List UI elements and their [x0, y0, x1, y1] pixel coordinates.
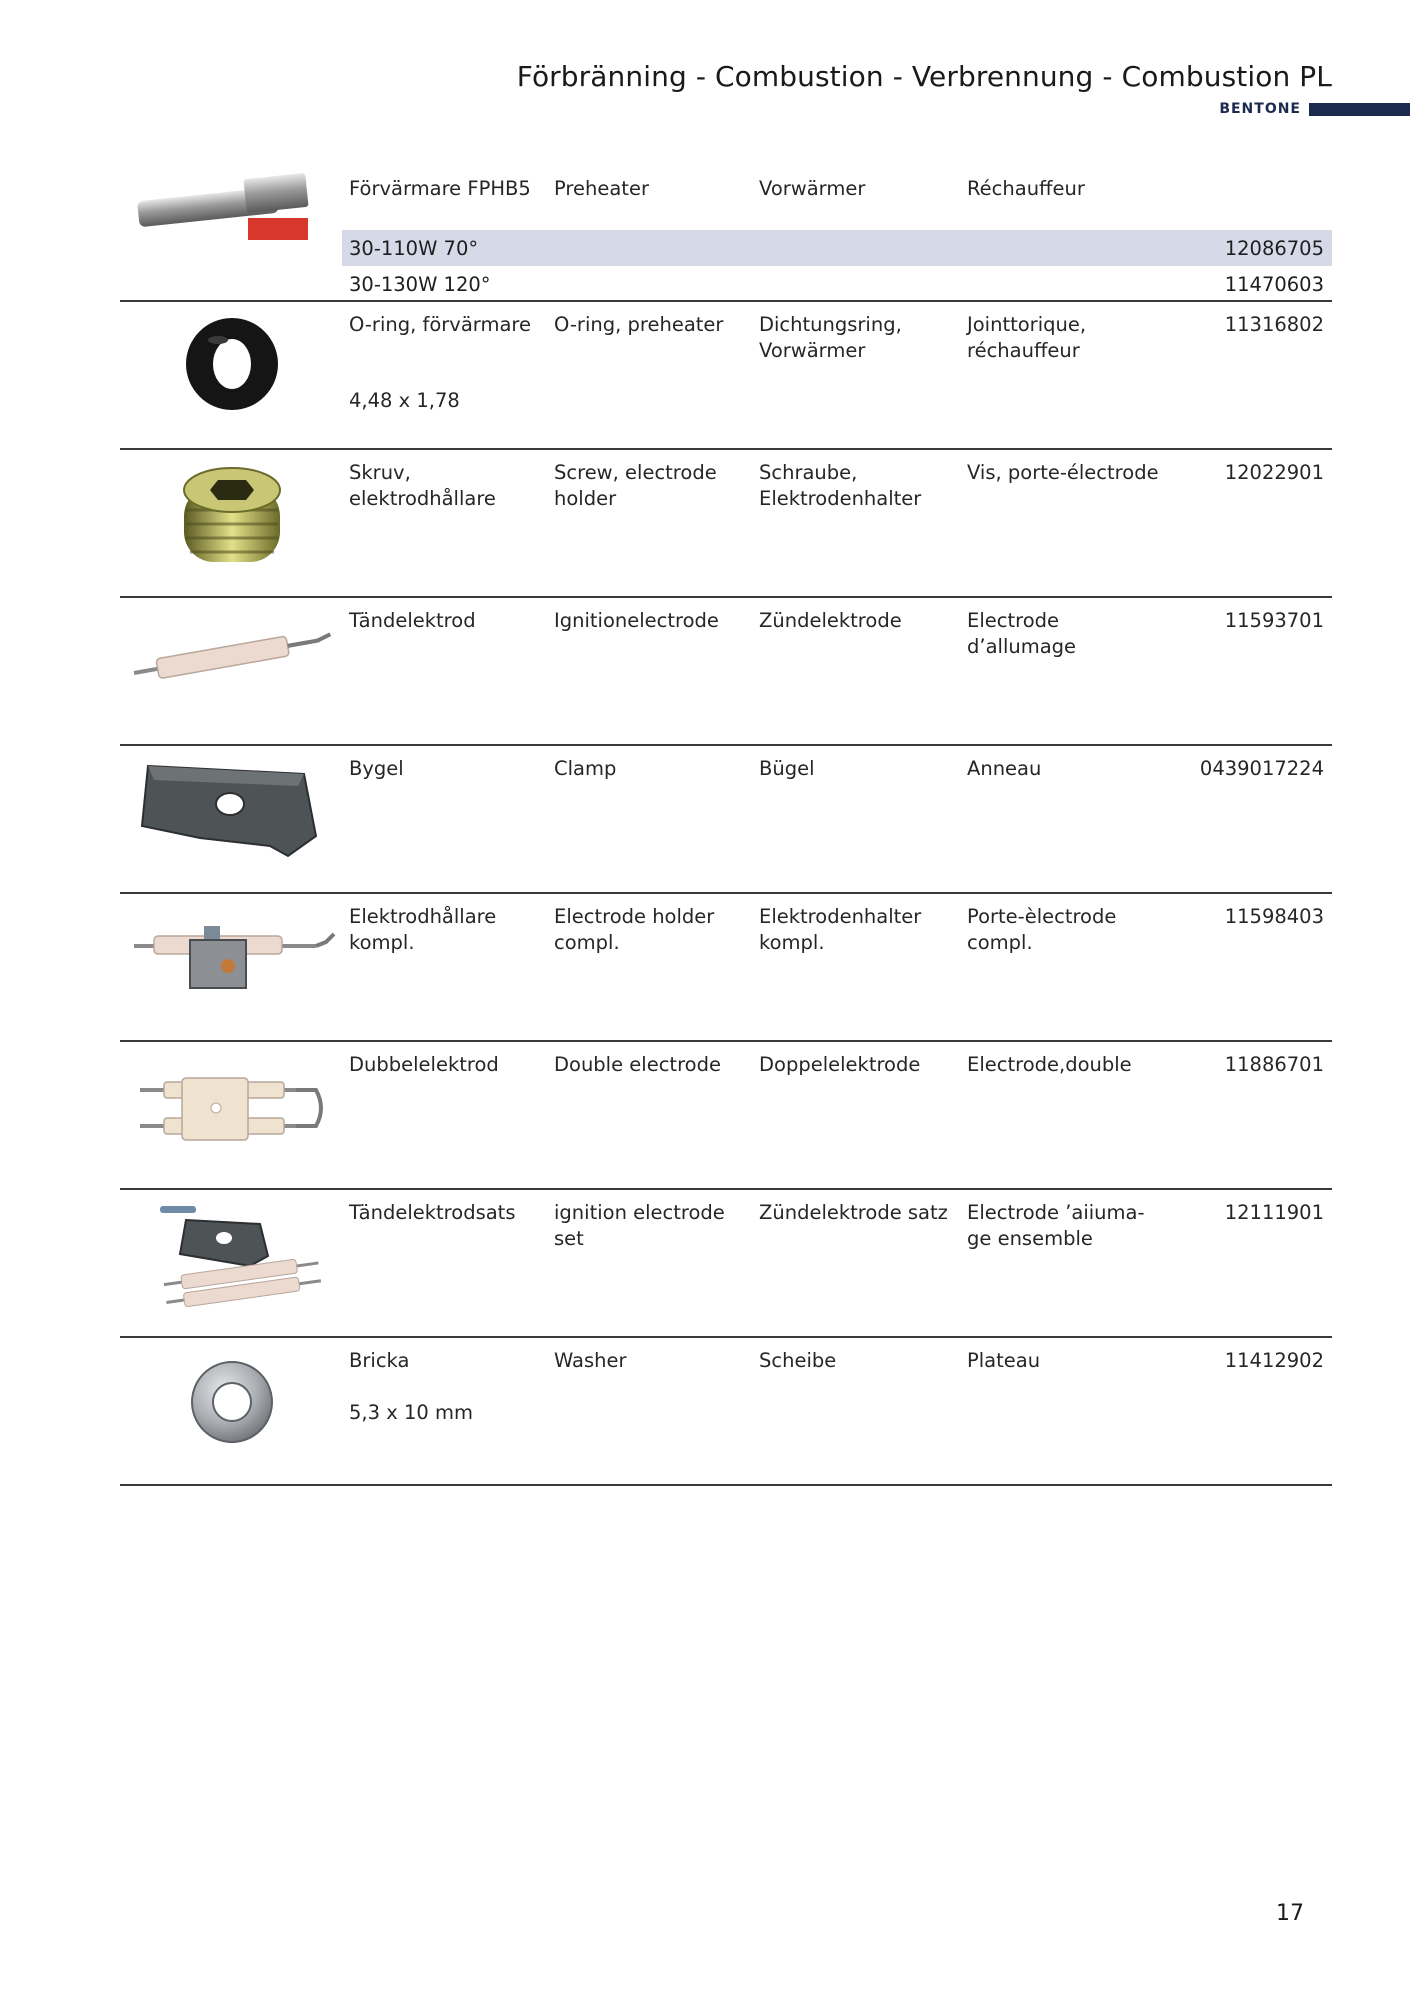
- preheater-icon: [120, 172, 340, 302]
- screw-icon: [120, 450, 340, 580]
- product-name-sv: Bygel: [349, 757, 404, 780]
- variant-code: 12086705: [1224, 237, 1324, 260]
- product-name-en: Double electrode: [554, 1053, 721, 1076]
- product-name-en: O-ring, preheater: [554, 313, 724, 336]
- product-row-washer: [120, 1338, 1332, 1486]
- product-name-fr: Jointtorique, réchauffeur: [967, 313, 1087, 362]
- double-electrode-icon: [120, 1042, 340, 1172]
- variant-label: 30-110W 70°: [349, 237, 479, 260]
- product-name-fr: Réchauffeur: [967, 177, 1085, 200]
- electrode-holder-icon: [120, 894, 340, 1024]
- variant-code: 11470603: [1224, 273, 1324, 296]
- product-name-de: Doppelelektrode: [759, 1053, 921, 1076]
- product-name-en: Washer: [554, 1349, 627, 1372]
- product-name-en: Clamp: [554, 757, 617, 780]
- product-name-de: Zündelektrode satz: [759, 1201, 948, 1224]
- product-name-en: Electrode holder compl.: [554, 905, 715, 954]
- product-name-en: ignition electrode set: [554, 1201, 725, 1250]
- product-name-fr: Anneau: [967, 757, 1042, 780]
- o-ring-icon: [120, 302, 340, 432]
- clamp-icon: [120, 746, 340, 876]
- washer-icon: [120, 1338, 340, 1468]
- page-title: Förbränning - Combustion - Verbrennung - Combustion PL: [516, 60, 1332, 93]
- product-name-sv: O-ring, förvärmare: [349, 313, 532, 336]
- product-name-sv: Tändelektrod: [349, 609, 476, 632]
- product-name-de: Bügel: [759, 757, 815, 780]
- product-name-fr: Electrode ’aiiuma-ge ensemble: [967, 1201, 1145, 1250]
- variant-row: [342, 266, 1332, 302]
- product-row-o-ring: [120, 302, 1332, 450]
- product-name-sv: Elektrodhållare kompl.: [349, 905, 497, 954]
- article-number: 12022901: [1224, 461, 1324, 484]
- product-name-fr: Electrode,double: [967, 1053, 1132, 1076]
- product-name-de: Schraube, Elektrodenhalter: [759, 461, 922, 510]
- product-row-screw: [120, 450, 1332, 598]
- article-number: 0439017224: [1199, 757, 1324, 780]
- product-name-de: Dichtungsring, Vorwärmer: [759, 313, 902, 362]
- article-number: 11598403: [1224, 905, 1324, 928]
- product-name-fr: Plateau: [967, 1349, 1041, 1372]
- product-row-electrode-holder: [120, 894, 1332, 1042]
- brand-bar: [1309, 103, 1410, 116]
- product-name-fr: Porte-èlectrode compl.: [967, 905, 1117, 954]
- product-row-double-electrode: [120, 1042, 1332, 1190]
- product-name-sv: Förvärmare FPHB5: [349, 177, 531, 200]
- product-name-en: Ignitionelectrode: [554, 609, 719, 632]
- product-table: [120, 172, 1332, 1486]
- product-row-ignition-electrode: [120, 598, 1332, 746]
- product-name-de: Elektrodenhalter kompl.: [759, 905, 922, 954]
- product-row-electrode-set: [120, 1190, 1332, 1338]
- article-number: 11593701: [1224, 609, 1324, 632]
- article-number: 11886701: [1224, 1053, 1324, 1076]
- product-name-sv: Bricka: [349, 1349, 410, 1372]
- article-number: 11412902: [1224, 1349, 1324, 1372]
- article-number: 12111901: [1224, 1201, 1324, 1224]
- product-name-sv: Skruv, elektrodhållare: [349, 461, 496, 510]
- product-row-preheater: [120, 172, 1332, 302]
- product-name-en: Screw, electrode holder: [554, 461, 717, 510]
- product-name-en: Preheater: [554, 177, 649, 200]
- page-number: 17: [1276, 1901, 1304, 1926]
- article-number: 11316802: [1224, 313, 1324, 336]
- ignition-electrode-icon: [120, 598, 340, 728]
- product-name-sv: Tändelektrodsats: [349, 1201, 516, 1224]
- product-note: 4,48 x 1,78: [349, 389, 460, 412]
- variant-row: [342, 230, 1332, 266]
- product-name-de: Zündelektrode: [759, 609, 902, 632]
- electrode-set-icon: [120, 1190, 340, 1320]
- product-row-clamp: [120, 746, 1332, 894]
- product-name-sv: Dubbelelektrod: [349, 1053, 499, 1076]
- product-name-de: Vorwärmer: [759, 177, 866, 200]
- product-name-fr: Vis, porte-électrode: [967, 461, 1159, 484]
- product-name-de: Scheibe: [759, 1349, 837, 1372]
- variant-label: 30-130W 120°: [349, 273, 491, 296]
- product-name-fr: Electrode d’allumage: [967, 609, 1077, 658]
- product-note: 5,3 x 10 mm: [349, 1401, 473, 1424]
- brand-logo: BENTONE: [1219, 101, 1301, 117]
